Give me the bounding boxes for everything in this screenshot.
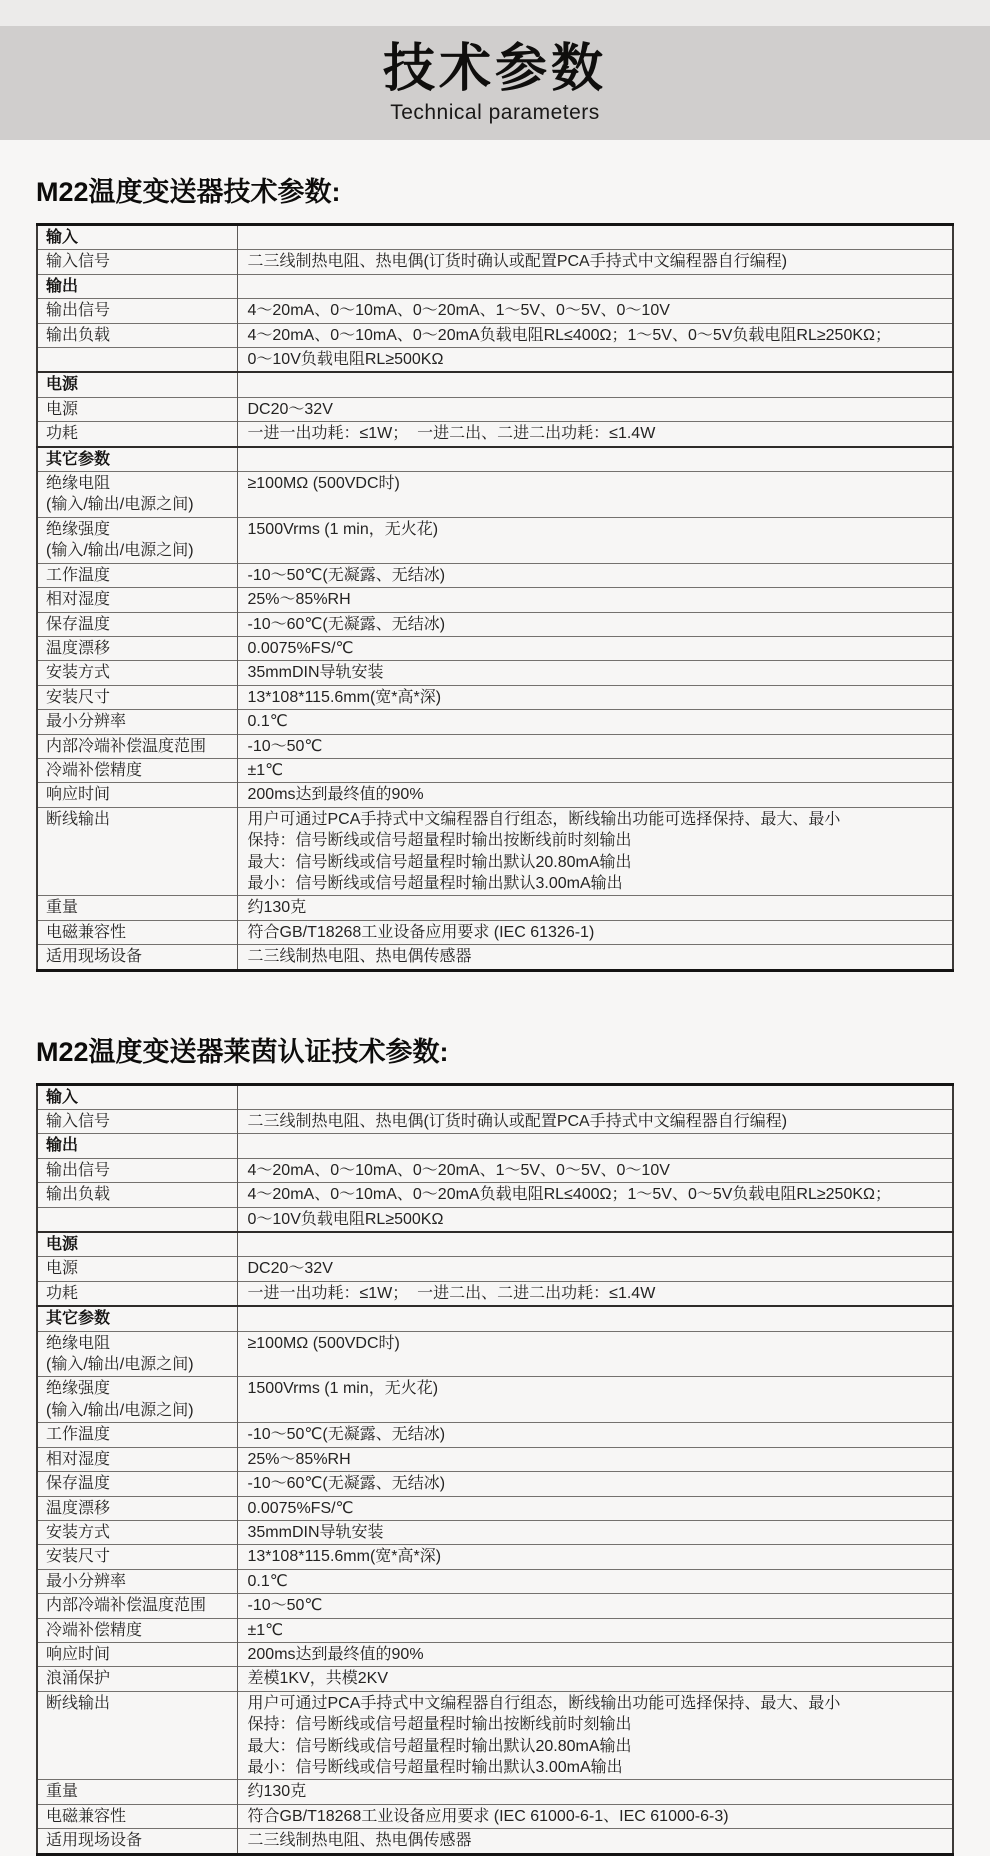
spec-row bbox=[37, 299, 953, 323]
param-value-cell bbox=[237, 1691, 953, 1780]
section-heading-2: M22温度变送器莱茵认证技术参数: bbox=[36, 1036, 449, 1067]
param-label: 电源 bbox=[46, 1260, 79, 1278]
param-value: ±1℃ bbox=[247, 1621, 284, 1639]
param-label-cell bbox=[37, 323, 237, 347]
spec-row bbox=[37, 1780, 953, 1804]
param-label: 安装方式 bbox=[46, 1523, 111, 1541]
spec-row bbox=[37, 1594, 953, 1618]
param-label: 工作温度 bbox=[46, 566, 111, 584]
section-header-row bbox=[37, 225, 953, 250]
param-value: 二三线制热电阻、热电偶(订货时确认或配置PCA手持式中文编程器自行编程) bbox=[247, 1113, 788, 1130]
spec-row bbox=[37, 1804, 953, 1828]
param-label: 内部冷端补偿温度范围 bbox=[46, 1597, 207, 1615]
param-value: 二三线制热电阻、热电偶(订货时确认或配置PCA手持式中文编程器自行编程) bbox=[247, 253, 788, 271]
param-value-cell bbox=[237, 1281, 953, 1306]
param-value-cell bbox=[237, 661, 953, 685]
param-label: 冷端补偿精度 bbox=[46, 761, 143, 779]
param-value: 1500Vrms (1 min，无火花) bbox=[247, 1380, 439, 1398]
param-value-line: 保持：信号断线或信号超量程时输出按断线前时刻输出 bbox=[247, 832, 632, 850]
spec-row bbox=[37, 758, 953, 782]
spec-row bbox=[37, 1331, 953, 1377]
param-label-cell bbox=[37, 945, 237, 970]
param-value-cell bbox=[237, 588, 953, 612]
param-label-cell bbox=[37, 1257, 237, 1281]
param-value-cell bbox=[237, 685, 953, 709]
param-value: 200ms达到最终值的90% bbox=[247, 1645, 424, 1663]
param-value: -10～60℃(无凝露、无结冰) bbox=[247, 615, 446, 633]
param-value-line: 最小：信号断线或信号超量程时输出默认3.00mA输出 bbox=[247, 1758, 623, 1776]
param-value: ≥100MΩ (500VDC时) bbox=[247, 475, 400, 493]
param-value-cell bbox=[237, 734, 953, 758]
param-label: 安装尺寸 bbox=[46, 1548, 111, 1566]
param-label: 安装方式 bbox=[46, 664, 111, 682]
param-label-cell bbox=[37, 1134, 237, 1158]
param-value: 二三线制热电阻、热电偶传感器 bbox=[247, 1832, 472, 1850]
param-label-cell bbox=[37, 1829, 237, 1854]
param-value-cell bbox=[237, 1496, 953, 1520]
param-value-empty bbox=[248, 276, 947, 297]
param-value-cell bbox=[237, 1642, 953, 1666]
param-label-cell bbox=[37, 1545, 237, 1569]
param-value-cell bbox=[237, 1183, 953, 1207]
param-label-cell bbox=[37, 1472, 237, 1496]
param-value: 4～20mA、0～10mA、0～20mA、1～5V、0～5V、0～10V bbox=[247, 302, 670, 320]
param-label: 温度漂移 bbox=[46, 639, 111, 657]
param-label-cell bbox=[37, 250, 237, 274]
param-label-cell bbox=[37, 920, 237, 944]
param-value-line: 保持：信号断线或信号超量程时输出按断线前时刻输出 bbox=[247, 1716, 632, 1734]
spec-row bbox=[37, 920, 953, 944]
param-value: 13*108*115.6mm(宽*高*深) bbox=[247, 688, 442, 706]
param-value: 差模1KV，共模2KV bbox=[247, 1670, 388, 1688]
param-label: 电磁兼容性 bbox=[46, 923, 127, 941]
param-label: 输出 bbox=[46, 277, 79, 295]
spec-row bbox=[37, 517, 953, 563]
param-label-cell bbox=[37, 1084, 237, 1109]
param-label: 适用现场设备 bbox=[46, 948, 143, 966]
spec-row bbox=[37, 612, 953, 636]
param-value: 200ms达到最终值的90% bbox=[247, 786, 424, 804]
param-label-cell bbox=[37, 472, 237, 518]
param-label-cell bbox=[37, 274, 237, 298]
param-value: 一进一出功耗：≤1W； 一进二出、二进二出功耗：≤1.4W bbox=[247, 1284, 656, 1302]
param-label: 绝缘强度 bbox=[46, 1380, 111, 1398]
param-label-line2: (输入/输出/电源之间) bbox=[46, 1356, 194, 1374]
param-label: 工作温度 bbox=[46, 1426, 111, 1444]
param-label: 内部冷端补偿温度范围 bbox=[46, 737, 207, 755]
param-label: 保存温度 bbox=[46, 615, 111, 633]
param-label-cell bbox=[37, 1447, 237, 1471]
param-value-line: 最大：信号断线或信号超量程时输出默认20.80mA输出 bbox=[247, 1737, 632, 1755]
param-label: 绝缘电阻 bbox=[46, 1334, 111, 1352]
param-value: 4～20mA、0～10mA、0～20mA负载电阻RL≤400Ω；1～5V、0～5V负载电阻RL≥250KΩ； bbox=[247, 326, 891, 344]
param-label-cell bbox=[37, 422, 237, 447]
param-value-cell bbox=[237, 612, 953, 636]
hero-band bbox=[0, 26, 990, 140]
spec-row bbox=[37, 1667, 953, 1691]
param-value: ±1℃ bbox=[247, 761, 284, 779]
param-value-empty bbox=[248, 1308, 947, 1329]
param-label-cell bbox=[37, 1520, 237, 1544]
param-label-cell bbox=[37, 1496, 237, 1520]
spec-row bbox=[37, 1447, 953, 1471]
param-value: 35mmDIN导轨安装 bbox=[247, 1523, 384, 1541]
param-value-cell bbox=[237, 1618, 953, 1642]
param-label-cell bbox=[37, 348, 237, 373]
param-label: 相对湿度 bbox=[46, 591, 111, 609]
spec-row bbox=[37, 1377, 953, 1423]
spec-row bbox=[37, 710, 953, 734]
param-value-empty bbox=[248, 1234, 947, 1255]
param-label: 响应时间 bbox=[46, 786, 111, 804]
spec-row bbox=[37, 734, 953, 758]
param-label: 输出负载 bbox=[46, 326, 111, 344]
param-value: DC20～32V bbox=[247, 400, 333, 418]
spec-row bbox=[37, 661, 953, 685]
param-value: ≥100MΩ (500VDC时) bbox=[247, 1334, 400, 1352]
page-subtitle: Technical parameters bbox=[390, 100, 600, 124]
section-header-row bbox=[37, 1232, 953, 1257]
param-value: 1500Vrms (1 min，无火花) bbox=[247, 520, 439, 538]
spec-row bbox=[37, 397, 953, 421]
param-value-cell bbox=[237, 1110, 953, 1134]
param-label-cell bbox=[37, 397, 237, 421]
param-label-line2: (输入/输出/电源之间) bbox=[46, 496, 194, 514]
param-label-cell bbox=[37, 685, 237, 709]
param-value-cell bbox=[237, 1447, 953, 1471]
param-value: -10～50℃ bbox=[247, 1597, 323, 1615]
page-title: 技术参数 bbox=[382, 40, 607, 99]
param-value-empty bbox=[248, 227, 947, 248]
spec-table-2 bbox=[36, 1083, 954, 1856]
param-value-cell bbox=[237, 636, 953, 660]
param-label-cell bbox=[37, 1642, 237, 1666]
param-label: 温度漂移 bbox=[46, 1499, 111, 1517]
param-label: 输入 bbox=[46, 1088, 79, 1106]
spec-row bbox=[37, 1183, 953, 1207]
section-header-row bbox=[37, 1134, 953, 1158]
param-value: -10～50℃ bbox=[247, 737, 323, 755]
param-value-cell bbox=[237, 1829, 953, 1854]
param-label: 保存温度 bbox=[46, 1475, 111, 1493]
param-value-cell bbox=[237, 517, 953, 563]
spec-row bbox=[37, 1110, 953, 1134]
param-value-cell bbox=[237, 1207, 953, 1232]
param-label: 绝缘电阻 bbox=[46, 475, 111, 493]
spec-row bbox=[37, 685, 953, 709]
param-label-cell bbox=[37, 1594, 237, 1618]
param-label-cell bbox=[37, 1207, 237, 1232]
spec-row bbox=[37, 250, 953, 274]
param-label-cell bbox=[37, 563, 237, 587]
param-value-cell bbox=[237, 1158, 953, 1182]
param-value: 0～10V负载电阻RL≥500KΩ bbox=[247, 351, 444, 369]
param-value-line: 最大：信号断线或信号超量程时输出默认20.80mA输出 bbox=[247, 853, 632, 871]
param-value: 0.1℃ bbox=[247, 1572, 288, 1590]
param-value: 13*108*115.6mm(宽*高*深) bbox=[247, 1548, 442, 1566]
param-value: 约130克 bbox=[247, 899, 307, 917]
param-label: 重量 bbox=[46, 899, 79, 917]
param-label-cell bbox=[37, 1377, 237, 1423]
param-value-cell bbox=[237, 1594, 953, 1618]
param-label bbox=[46, 1209, 231, 1230]
param-value-cell bbox=[237, 1257, 953, 1281]
param-value-cell bbox=[237, 1306, 953, 1331]
param-label-line2: (输入/输出/电源之间) bbox=[46, 1401, 194, 1419]
param-label-cell bbox=[37, 299, 237, 323]
param-value-cell bbox=[237, 896, 953, 920]
param-label-cell bbox=[37, 734, 237, 758]
param-value-empty bbox=[248, 1087, 947, 1108]
spec-row bbox=[37, 563, 953, 587]
param-value-cell bbox=[237, 563, 953, 587]
spec-row bbox=[37, 807, 953, 896]
param-value: -10～50℃(无凝露、无结冰) bbox=[247, 1426, 446, 1444]
param-value-line: 用户可通过PCA手持式中文编程器自行组态，断线输出功能可选择保持、最大、最小 bbox=[247, 1694, 841, 1712]
param-value-cell bbox=[237, 1232, 953, 1257]
param-value: 0.0075%FS/℃ bbox=[247, 639, 354, 657]
param-label-cell bbox=[37, 807, 237, 896]
param-value-cell bbox=[237, 1134, 953, 1158]
param-value-empty bbox=[248, 374, 947, 395]
section-header-row bbox=[37, 372, 953, 397]
param-label: 电源 bbox=[46, 400, 79, 418]
param-value-cell bbox=[237, 1804, 953, 1828]
param-value-cell bbox=[237, 1520, 953, 1544]
spec-row bbox=[37, 472, 953, 518]
param-label: 输出信号 bbox=[46, 1161, 111, 1179]
param-value: 25%～85%RH bbox=[247, 591, 351, 609]
param-label-cell bbox=[37, 1306, 237, 1331]
param-label-cell bbox=[37, 1183, 237, 1207]
param-value: 一进一出功耗：≤1W； 一进二出、二进二出功耗：≤1.4W bbox=[247, 425, 656, 443]
section-header-row bbox=[37, 1084, 953, 1109]
param-value-cell bbox=[237, 710, 953, 734]
param-value: 0～10V负载电阻RL≥500KΩ bbox=[247, 1210, 444, 1228]
param-value-cell bbox=[237, 1780, 953, 1804]
section-header-row bbox=[37, 274, 953, 298]
param-value-cell bbox=[237, 372, 953, 397]
param-label-cell bbox=[37, 783, 237, 807]
param-label: 电源 bbox=[46, 376, 79, 394]
param-label bbox=[46, 349, 231, 370]
param-label-cell bbox=[37, 1780, 237, 1804]
param-value-empty bbox=[248, 1135, 947, 1156]
section-header-row bbox=[37, 1306, 953, 1331]
param-value-empty bbox=[248, 449, 947, 470]
param-label: 功耗 bbox=[46, 425, 79, 443]
param-value: 0.0075%FS/℃ bbox=[247, 1499, 354, 1517]
param-label: 相对湿度 bbox=[46, 1450, 111, 1468]
param-label: 响应时间 bbox=[46, 1645, 111, 1663]
param-value-cell bbox=[237, 472, 953, 518]
param-label-cell bbox=[37, 1110, 237, 1134]
param-value-cell bbox=[237, 1569, 953, 1593]
param-value-cell bbox=[237, 1331, 953, 1377]
param-label-cell bbox=[37, 1667, 237, 1691]
spec-row bbox=[37, 1569, 953, 1593]
spec-row bbox=[37, 1281, 953, 1306]
param-label-cell bbox=[37, 661, 237, 685]
param-value-cell bbox=[237, 274, 953, 298]
param-value-cell bbox=[237, 323, 953, 347]
param-value: -10～60℃(无凝露、无结冰) bbox=[247, 1475, 446, 1493]
spec-row bbox=[37, 636, 953, 660]
param-value-line: 用户可通过PCA手持式中文编程器自行组态，断线输出功能可选择保持、最大、最小 bbox=[247, 810, 841, 828]
spec-row bbox=[37, 1520, 953, 1544]
param-label: 安装尺寸 bbox=[46, 688, 111, 706]
content-area bbox=[0, 170, 990, 1856]
param-label: 输出 bbox=[46, 1137, 79, 1155]
param-label-cell bbox=[37, 1232, 237, 1257]
param-value: 符合GB/T18268工业设备应用要求 (IEC 61326-1) bbox=[247, 923, 595, 941]
param-label-cell bbox=[37, 710, 237, 734]
param-label-cell bbox=[37, 636, 237, 660]
param-label-cell bbox=[37, 447, 237, 472]
param-value-cell bbox=[237, 945, 953, 970]
spec-row bbox=[37, 1691, 953, 1780]
spec-row bbox=[37, 1829, 953, 1854]
spec-row bbox=[37, 1618, 953, 1642]
spec-table-1 bbox=[36, 223, 954, 972]
param-label: 输出负载 bbox=[46, 1186, 111, 1204]
param-label-line2: (输入/输出/电源之间) bbox=[46, 542, 194, 560]
spec-row bbox=[37, 1545, 953, 1569]
param-label-cell bbox=[37, 1281, 237, 1306]
spec-row bbox=[37, 1472, 953, 1496]
param-value: DC20～32V bbox=[247, 1260, 333, 1278]
param-label: 浪涌保护 bbox=[46, 1670, 111, 1688]
param-value: 35mmDIN导轨安装 bbox=[247, 664, 384, 682]
param-value-cell bbox=[237, 397, 953, 421]
section-header-row bbox=[37, 447, 953, 472]
param-label: 其它参数 bbox=[46, 450, 111, 468]
param-label-cell bbox=[37, 1569, 237, 1593]
param-value-cell bbox=[237, 1377, 953, 1423]
param-value-cell bbox=[237, 758, 953, 782]
param-label: 冷端补偿精度 bbox=[46, 1621, 143, 1639]
param-label-cell bbox=[37, 1331, 237, 1377]
spec-row bbox=[37, 1257, 953, 1281]
param-value: 二三线制热电阻、热电偶传感器 bbox=[247, 948, 472, 966]
param-value-cell bbox=[237, 807, 953, 896]
param-value: 4～20mA、0～10mA、0～20mA负载电阻RL≤400Ω；1～5V、0～5V负载电阻RL≥250KΩ； bbox=[247, 1186, 891, 1204]
param-value: 符合GB/T18268工业设备应用要求 (IEC 61000-6-1、IEC 61000-6-3) bbox=[247, 1807, 729, 1825]
param-label: 输出信号 bbox=[46, 302, 111, 320]
param-value: 0.1℃ bbox=[247, 713, 288, 731]
param-label-cell bbox=[37, 896, 237, 920]
param-value-cell bbox=[237, 348, 953, 373]
param-value-cell bbox=[237, 250, 953, 274]
top-strip bbox=[0, 0, 990, 26]
param-label: 输入信号 bbox=[46, 253, 111, 271]
spec-row bbox=[37, 896, 953, 920]
param-value-cell bbox=[237, 299, 953, 323]
param-label: 输入 bbox=[46, 229, 79, 246]
section-heading-1: M22温度变送器技术参数: bbox=[36, 177, 341, 207]
param-value: 25%～85%RH bbox=[247, 1450, 351, 1468]
param-label-cell bbox=[37, 612, 237, 636]
param-label-cell bbox=[37, 225, 237, 250]
spec-row bbox=[37, 1423, 953, 1447]
spec-row bbox=[37, 1642, 953, 1666]
param-label-cell bbox=[37, 1691, 237, 1780]
param-label: 最小分辨率 bbox=[46, 713, 127, 731]
param-value: 4～20mA、0～10mA、0～20mA、1～5V、0～5V、0～10V bbox=[247, 1161, 670, 1179]
spec-row bbox=[37, 323, 953, 347]
param-value-cell bbox=[237, 1084, 953, 1109]
param-label-cell bbox=[37, 588, 237, 612]
param-value-cell bbox=[237, 1423, 953, 1447]
param-label-cell bbox=[37, 1158, 237, 1182]
param-label: 重量 bbox=[46, 1783, 79, 1801]
param-label: 其它参数 bbox=[46, 1310, 111, 1328]
param-label-cell bbox=[37, 1618, 237, 1642]
param-value-cell bbox=[237, 1545, 953, 1569]
param-value: -10～50℃(无凝露、无结冰) bbox=[247, 566, 446, 584]
param-value-cell bbox=[237, 422, 953, 447]
param-label: 电磁兼容性 bbox=[46, 1807, 127, 1825]
spec-row bbox=[37, 588, 953, 612]
param-label: 断线输出 bbox=[46, 1694, 111, 1712]
spec-row bbox=[37, 1207, 953, 1232]
param-label: 适用现场设备 bbox=[46, 1832, 143, 1850]
param-label: 最小分辨率 bbox=[46, 1572, 127, 1590]
param-value: 约130克 bbox=[247, 1783, 307, 1801]
spec-row bbox=[37, 1496, 953, 1520]
param-label-cell bbox=[37, 1423, 237, 1447]
param-value-cell bbox=[237, 1472, 953, 1496]
spec-row bbox=[37, 1158, 953, 1182]
spec-row bbox=[37, 783, 953, 807]
param-value-cell bbox=[237, 225, 953, 250]
param-label-cell bbox=[37, 372, 237, 397]
param-value-cell bbox=[237, 1667, 953, 1691]
param-label: 功耗 bbox=[46, 1284, 79, 1302]
param-label: 绝缘强度 bbox=[46, 520, 111, 538]
param-label-cell bbox=[37, 1804, 237, 1828]
param-label: 断线输出 bbox=[46, 810, 111, 828]
spec-row bbox=[37, 422, 953, 447]
param-value-cell bbox=[237, 920, 953, 944]
param-value-cell bbox=[237, 447, 953, 472]
param-label-cell bbox=[37, 758, 237, 782]
param-value-cell bbox=[237, 783, 953, 807]
spec-row bbox=[37, 945, 953, 970]
param-value-line: 最小：信号断线或信号超量程时输出默认3.00mA输出 bbox=[247, 874, 623, 892]
spec-row bbox=[37, 348, 953, 373]
param-label-cell bbox=[37, 517, 237, 563]
param-label: 电源 bbox=[46, 1236, 79, 1254]
param-label: 输入信号 bbox=[46, 1113, 111, 1130]
